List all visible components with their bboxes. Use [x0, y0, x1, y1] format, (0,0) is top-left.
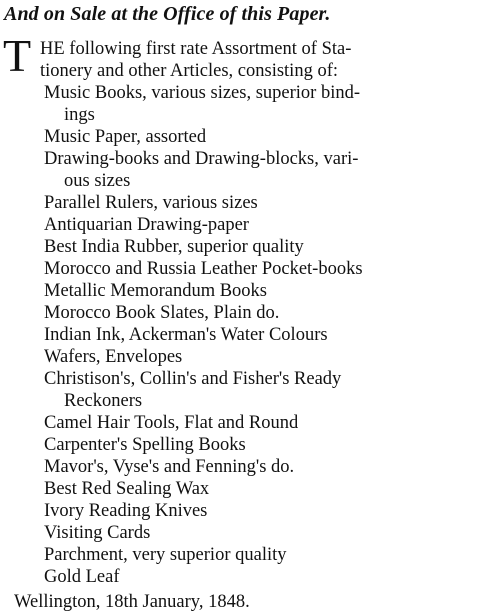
list-item: Gold Leaf: [44, 567, 120, 587]
intro-line-1: HE following first rate Assortment of Sta-: [40, 39, 352, 59]
intro-line-2: tionery and other Articles, consisting of:: [40, 61, 338, 81]
list-item: Morocco Book Slates, Plain do.: [44, 303, 280, 323]
list-item: Best Red Sealing Wax: [44, 479, 210, 499]
list-item: Drawing-books and Drawing-blocks, vari-: [44, 149, 359, 169]
list-item: Music Paper, assorted: [44, 127, 207, 147]
list-item: Indian Ink, Ackerman's Water Colours: [44, 325, 328, 345]
list-item: Mavor's, Vyse's and Fenning's do.: [44, 457, 295, 477]
list-item: Best India Rubber, superior quality: [44, 237, 304, 257]
list-item: Carpenter's Spelling Books: [44, 435, 246, 455]
dateline: Wellington, 18th January, 1848.: [14, 592, 250, 612]
list-item: Christison's, Collin's and Fisher's Ready: [44, 369, 342, 389]
list-item: Visiting Cards: [44, 523, 151, 543]
list-item-continuation: ous sizes: [64, 171, 131, 191]
advertisement-heading: And on Sale at the Office of this Paper.: [4, 3, 331, 25]
list-item: Camel Hair Tools, Flat and Round: [44, 413, 299, 433]
list-item: Ivory Reading Knives: [44, 501, 208, 521]
list-item: Parallel Rulers, various sizes: [44, 193, 258, 213]
list-item: Antiquarian Drawing-paper: [44, 215, 249, 235]
list-item: Wafers, Envelopes: [44, 347, 183, 367]
list-item: Music Books, various sizes, superior bind-: [44, 83, 361, 103]
list-item-continuation: ings: [64, 105, 95, 125]
list-item: Parchment, very superior quality: [44, 545, 287, 565]
list-item: Morocco and Russia Leather Pocket-books: [44, 259, 363, 279]
list-item: Metallic Memorandum Books: [44, 281, 267, 301]
list-item-continuation: Reckoners: [64, 391, 143, 411]
drop-cap-letter: T: [3, 30, 32, 81]
